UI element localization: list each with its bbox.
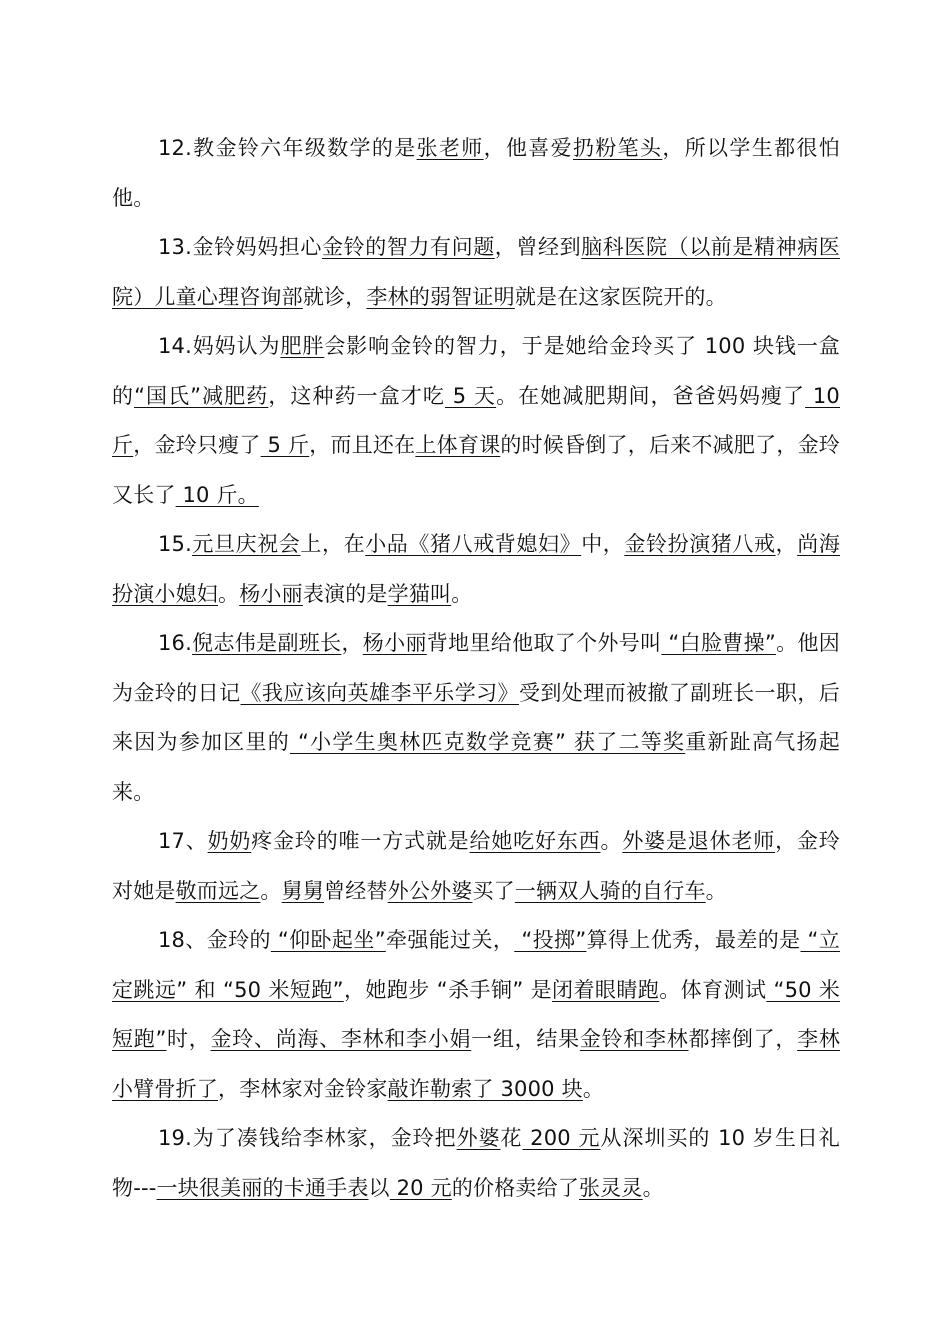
underlined-answer: 给她吃好东西 xyxy=(469,829,601,853)
paragraph-19 xyxy=(112,1114,840,1213)
text-segment: 。 xyxy=(600,829,623,853)
underlined-answer: 200 元 xyxy=(522,1126,601,1150)
underlined-answer: 外婆 xyxy=(456,1126,501,1150)
underlined-answer: 敲诈勒索了 3000 块 xyxy=(387,1076,583,1101)
underlined-answer: “小学生奥林匹克数学竞赛” 获了二等奖 xyxy=(290,730,686,754)
text-segment: 疼金玲的唯一方式就是 xyxy=(251,829,470,853)
underlined-answer: 肥胖 xyxy=(280,334,325,358)
paragraph-13 xyxy=(112,223,840,322)
text-segment: ，这种药一盒才吃 xyxy=(268,383,445,408)
underlined-answer: 小媳妇 xyxy=(154,581,219,606)
underlined-answer: 10 斤 xyxy=(112,383,840,457)
text-segment: ，他喜爱 xyxy=(483,136,573,160)
text-segment: 14.妈妈认为 xyxy=(158,334,281,358)
text-segment: ，她跑步 “杀手锏” 是 xyxy=(343,977,553,1002)
underlined-answer: “仰卧起坐” xyxy=(270,928,386,952)
text-segment: 曾经替 xyxy=(324,878,388,903)
underlined-answer: “立定跳远” 和 “50 米短跑” xyxy=(112,928,841,1002)
underlined-answer: 金玲、尚海、李林和李小娟 xyxy=(210,1027,472,1051)
text-segment: 17、 xyxy=(158,829,208,853)
text-segment: ，而且还在 xyxy=(309,433,416,457)
text-segment: ，金玲只瘦了 xyxy=(133,433,261,457)
paragraph-17 xyxy=(112,817,840,916)
underlined-answer: 脑科医院（以前是精神病医院）儿童心理咨询部 xyxy=(112,235,840,309)
text-segment: 的时候昏倒了，后来不减肥了，金玲又长了 xyxy=(112,433,840,507)
body-text xyxy=(112,124,840,1213)
underlined-answer: 20 元 xyxy=(389,1175,452,1200)
underlined-answer: 张灵灵 xyxy=(579,1175,643,1200)
underlined-answer: 杨小丽 xyxy=(362,631,427,655)
underlined-answer: 学猫叫 xyxy=(387,581,452,606)
underlined-answer: 倪志伟是副班长 xyxy=(192,631,342,655)
underlined-answer: “50 米短跑” xyxy=(112,977,841,1051)
underlined-answer: 5 天 xyxy=(444,383,497,408)
text-segment: 表演的是 xyxy=(302,581,388,606)
text-segment: 19.为了凑钱给李林家，金玲把 xyxy=(158,1126,457,1150)
text-segment: 。 xyxy=(705,878,727,903)
underlined-answer: 奶奶 xyxy=(207,829,252,853)
text-segment: 。 xyxy=(451,581,473,606)
text-segment: 上，在 xyxy=(300,532,366,556)
underlined-answer: “投掷” xyxy=(514,928,587,952)
text-segment: 。在她减肥期间，爸爸妈妈瘦了 xyxy=(496,383,806,408)
underlined-answer: 扔粉笔头 xyxy=(572,136,663,160)
underlined-answer: 金铃的智力有问题 xyxy=(322,235,495,259)
text-segment: 就是在这家医院开的。 xyxy=(514,284,727,309)
underlined-answer: 张老师 xyxy=(416,136,484,160)
text-segment: 背地里给他取了个外号叫 xyxy=(426,631,662,655)
underlined-answer: 外公外婆 xyxy=(387,878,473,903)
text-segment: ， xyxy=(775,532,798,556)
text-segment: ，李林家对金铃家 xyxy=(218,1076,388,1101)
text-segment: 重新趾高气扬起来。 xyxy=(112,730,840,804)
underlined-answer: 李林的弱智证明 xyxy=(366,284,515,309)
text-segment: 买了 xyxy=(472,878,515,903)
underlined-answer: 5 斤 xyxy=(260,433,310,457)
text-segment: 牵强能过关， xyxy=(385,928,515,952)
paragraph-15 xyxy=(112,520,840,619)
paragraph-18 xyxy=(112,916,840,1114)
underlined-answer: 舅舅 xyxy=(281,878,325,903)
text-segment: 12.教金铃六年级数学的是 xyxy=(158,136,417,160)
underlined-answer: “白脸曹操” xyxy=(661,631,777,655)
underlined-answer: 闭着眼睛跑 xyxy=(552,977,660,1002)
text-segment: 。 xyxy=(260,878,282,903)
text-segment: 16. xyxy=(158,631,192,655)
text-segment: ，所以学生都很怕他。 xyxy=(112,136,840,210)
paragraph-16 xyxy=(112,619,840,817)
underlined-answer: 小品《猪八戒背媳妇》 xyxy=(365,532,582,556)
underlined-answer: 一块很美丽的卡通手表 xyxy=(156,1175,369,1200)
text-segment: 。 xyxy=(582,1076,605,1101)
text-segment: 。他因为金玲的日记 xyxy=(112,631,841,705)
underlined-answer: 元旦庆祝会 xyxy=(192,532,301,556)
text-segment: ，曾经到 xyxy=(494,235,582,259)
underlined-answer: 上体育课 xyxy=(415,433,501,457)
text-segment: 。体育测试 xyxy=(659,977,767,1002)
text-segment: 18、金玲的 xyxy=(158,928,271,952)
text-segment: 从深圳买的 10 岁生日礼物--- xyxy=(112,1126,840,1200)
underlined-answer: 杨小丽 xyxy=(239,581,303,606)
underlined-answer: 《我应该向英雄李平乐学习》 xyxy=(240,680,519,705)
underlined-answer: 金铃扮演猪八戒 xyxy=(624,532,776,556)
text-segment: 算得上优秀，最差的是 xyxy=(586,928,801,952)
text-segment: 受到处理而被撤了副班长一职，后来因为参加区里的 xyxy=(112,680,841,754)
text-segment: ， xyxy=(341,631,363,655)
underlined-answer: 金铃和李林 xyxy=(579,1027,689,1051)
underlined-answer: 敬而远之 xyxy=(175,878,261,903)
paragraph-14 xyxy=(112,322,840,520)
text-segment: 15. xyxy=(158,532,192,556)
paragraph-12 xyxy=(112,124,840,223)
text-segment: 13.金铃妈妈担心 xyxy=(158,235,322,259)
text-segment: 的价格卖给了 xyxy=(451,1175,580,1200)
text-segment: 一组，结果 xyxy=(471,1027,580,1051)
text-segment: 就诊， xyxy=(302,284,367,309)
text-segment: 。 xyxy=(642,1175,664,1200)
text-segment: 。 xyxy=(218,581,240,606)
underlined-answer: 尚海扮演 xyxy=(112,532,841,606)
underlined-answer: 10 斤。 xyxy=(175,482,259,507)
underlined-answer: 李林小臂骨折了 xyxy=(112,1027,841,1101)
text-segment: 会影响金铃的智力，于是她给金玲买了 100 块钱一盒的 xyxy=(112,334,840,408)
text-segment: 中， xyxy=(581,532,625,556)
text-segment: 以 xyxy=(368,1175,390,1200)
underlined-answer: 外婆是退休老师 xyxy=(622,829,776,853)
text-segment: 都摔倒了， xyxy=(688,1027,798,1051)
text-segment: 花 xyxy=(500,1126,523,1150)
underlined-answer: 一辆双人骑的自行车 xyxy=(514,878,706,903)
text-segment: ，金玲对她是 xyxy=(112,829,840,903)
underlined-answer: “国氏”减肥药 xyxy=(134,383,269,408)
text-segment: 时， xyxy=(166,1027,211,1051)
